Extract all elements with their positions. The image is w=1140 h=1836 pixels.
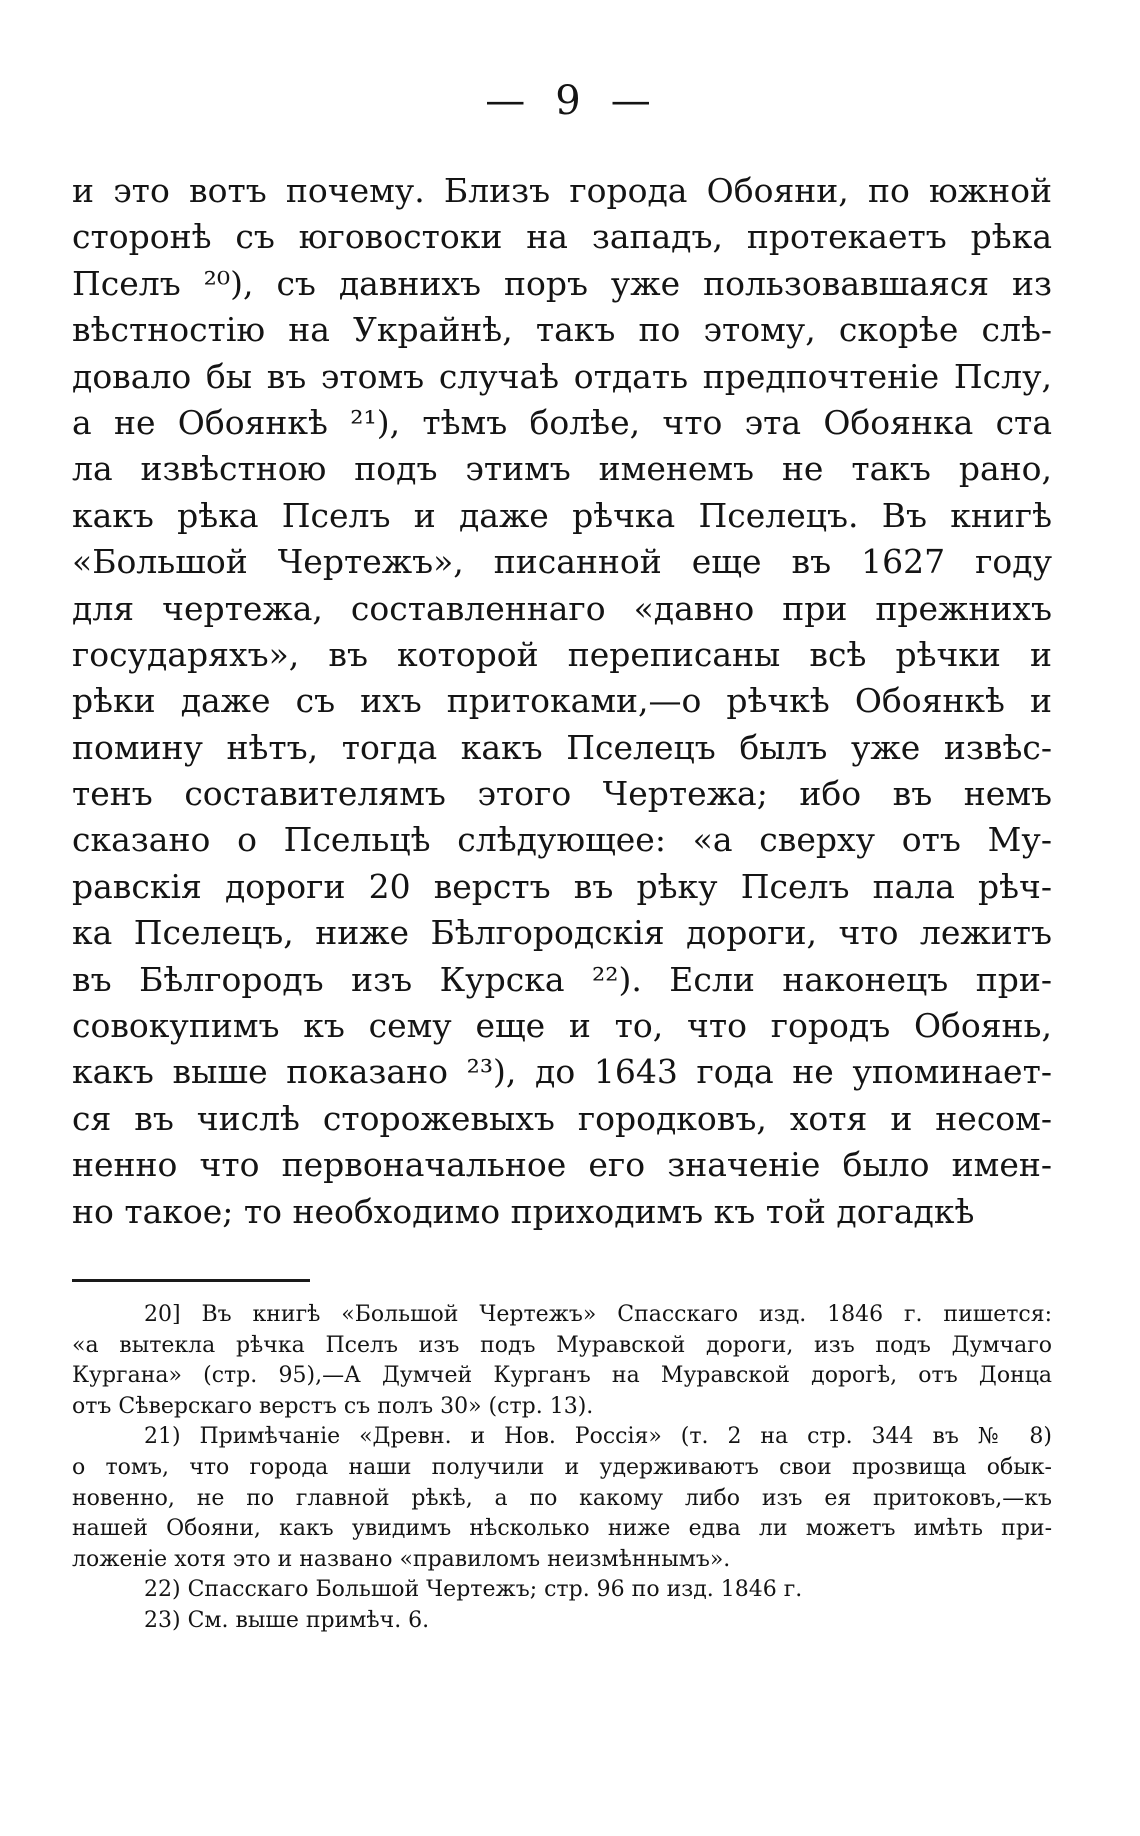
text-line: сторонѣ съ юговостоки на западъ, протекаетъ рѣка <box>72 217 1052 257</box>
text-line: какъ рѣка Пселъ и даже рѣчка Пселецъ. Въ книгѣ <box>72 495 1052 535</box>
footnote-line: новенно, не по главной рѣкѣ, а по какому либо изъ ея притоковъ,—къ <box>72 1485 1052 1511</box>
footnotes <box>72 1300 1052 1637</box>
footnote-line: 20] Въ книгѣ «Большой Чертежъ» Спасскаго изд. 1846 г. пишется: <box>144 1302 1052 1327</box>
footnote-22 <box>72 1575 1052 1606</box>
footnote-line: нашей Обояни, какъ увидимъ нѣсколько ниже едва ли можетъ имѣть при- <box>72 1516 1052 1542</box>
text-line: государяхъ», въ которой переписаны всѣ рѣчки и <box>72 634 1052 674</box>
text-line: въ Бѣлгородъ изъ Курска ²²). Если наконецъ при- <box>72 959 1052 999</box>
footnote-21 <box>72 1422 1052 1575</box>
text-line: вѣстностію на Украйнѣ, такъ по этому, скорѣе слѣ- <box>72 310 1052 350</box>
footnote-line: Кургана» (стр. 95),—А Думчей Курганъ на Муравской дорогѣ, отъ Донца <box>72 1363 1052 1389</box>
text-line: совокупимъ къ сему еще и то, что городъ Обоянь, <box>72 1006 1052 1046</box>
footnote-line: 23) См. выше примѣч. 6. <box>144 1607 430 1633</box>
text-line: помину нѣтъ, тогда какъ Пселецъ былъ уже извѣс- <box>72 727 1052 767</box>
page-number-dash-left: — <box>485 78 530 124</box>
text-line: и это вотъ почему. Близъ города Обояни, по южной <box>72 171 1052 210</box>
page-number <box>0 78 1140 124</box>
footnote-line: 22) Спасскаго Большой Чертежъ; стр. 96 по изд. 1846 г. <box>144 1577 803 1603</box>
text-line: ла извѣстною подъ этимъ именемъ не такъ рано, <box>72 449 1052 489</box>
text-line: рѣки даже съ ихъ притоками,—о рѣчкѣ Обоянкѣ и <box>72 681 1052 721</box>
text-line: равскія дороги 20 верстъ въ рѣку Пселъ пала рѣч- <box>72 866 1052 906</box>
text-line: для чертежа, составленнаго «давно при прежнихъ <box>72 588 1052 628</box>
text-line: ка Пселецъ, ниже Бѣлгородскія дороги, что лежитъ <box>72 913 1052 953</box>
footnote-line: отъ Сѣверскаго верстъ съ полъ 30» (стр. 13). <box>72 1393 594 1419</box>
page-number-dash-right: — <box>610 78 655 124</box>
text-line: ненно что первоначальное его значеніе было имен- <box>72 1145 1052 1185</box>
text-line: какъ выше показано ²³), до 1643 года не упоминает- <box>72 1052 1052 1092</box>
text-line: ся въ числѣ сторожевыхъ городковъ, хотя и несом- <box>72 1098 1052 1138</box>
footnote-line: ложеніе хотя это и названо «правиломъ неизмѣннымъ». <box>72 1546 731 1572</box>
text-line: Пселъ ²⁰), съ давнихъ поръ уже пользовавшаяся из <box>72 263 1052 303</box>
text-line: тенъ составителямъ этого Чертежа; ибо въ немъ <box>72 774 1052 814</box>
text-line: а не Обоянкѣ ²¹), тѣмъ болѣе, что эта Обоянка ста <box>72 402 1052 442</box>
footnote-line: о томъ, что города наши получили и удерживаютъ свои прозвища обык- <box>72 1454 1052 1480</box>
page-number-value: 9 <box>555 78 585 124</box>
main-text <box>72 168 1052 1235</box>
footnote-20 <box>72 1300 1052 1422</box>
footnote-23 <box>72 1606 1052 1637</box>
text-line: но такое; то необходимо приходимъ къ той догадкѣ <box>72 1191 975 1231</box>
footnote-line: 21) Примѣчаніе «Древн. и Нов. Россія» (т. 2 на стр. 344 въ № 8) <box>144 1424 1052 1450</box>
text-line: сказано о Псельцѣ слѣдующее: «а сверху отъ Му- <box>72 820 1052 860</box>
text-line: довало бы въ этомъ случаѣ отдать предпочтеніе Пслу, <box>72 356 1052 396</box>
footnote-line: «а вытекла рѣчка Пселъ изъ подъ Муравской дороги, изъ подъ Думчаго <box>72 1332 1052 1358</box>
text-line: «Большой Чертежъ», писанной еще въ 1627 году <box>72 542 1052 582</box>
footnote-separator <box>72 1279 310 1282</box>
